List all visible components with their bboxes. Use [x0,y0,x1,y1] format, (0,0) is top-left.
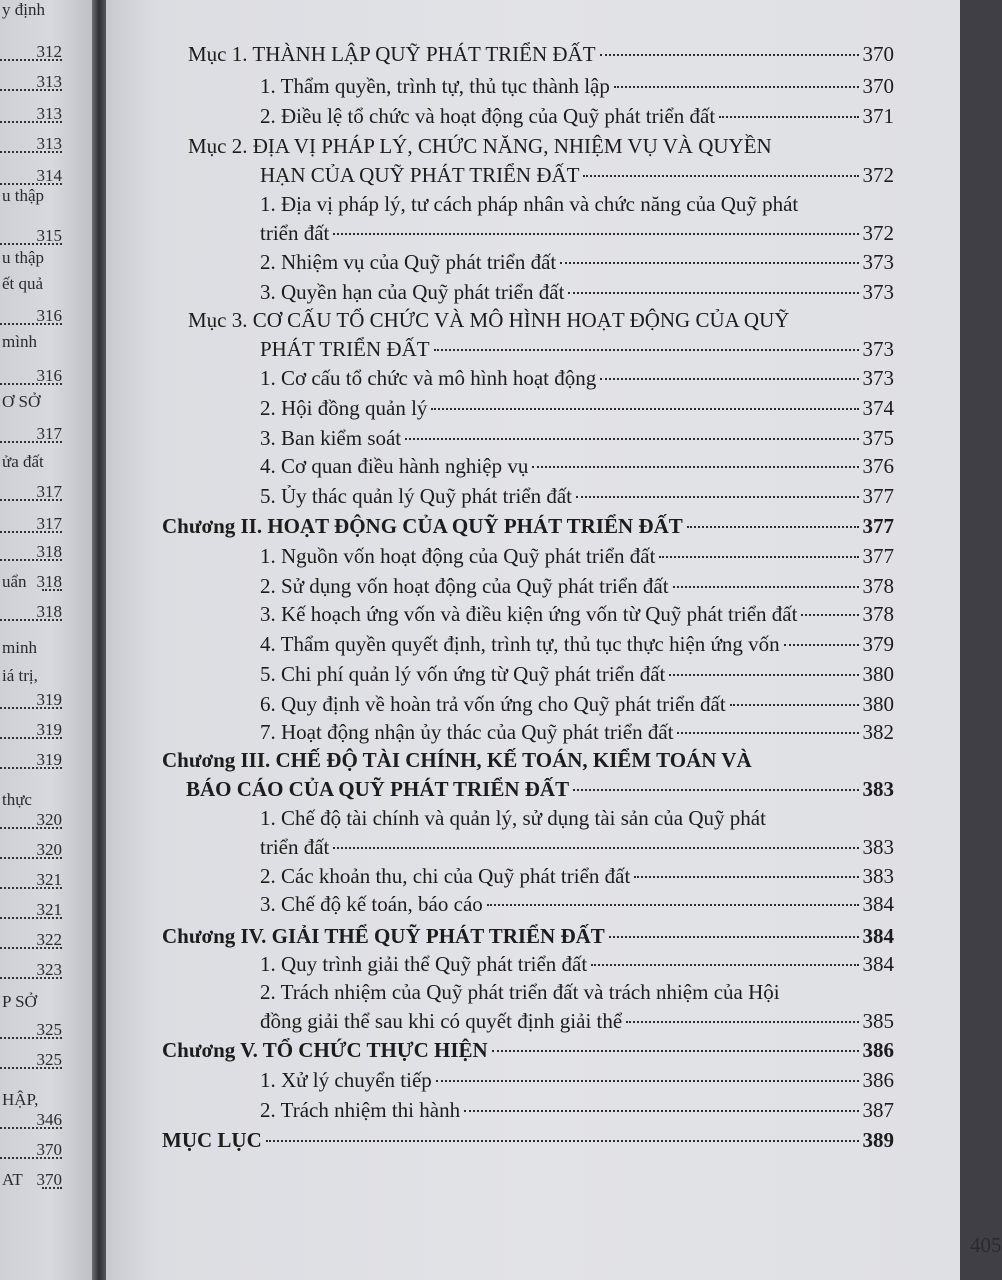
toc-entry-title: 4. Cơ quan điều hành nghiệp vụ [260,454,529,478]
dot-leader [669,674,858,676]
toc-page-number: 371 [862,104,894,128]
left-page-line [0,960,92,986]
toc-entry-line [106,1126,960,1155]
toc-page-number: 386 [862,1068,894,1092]
dot-leader [333,847,858,849]
toc-entry-title: 1. Thẩm quyền, trình tự, thủ tục thành lập [260,74,610,98]
toc-entry-section[interactable] [106,40,960,69]
dot-leader [532,466,858,468]
toc-entry-line [106,1066,960,1095]
left-page-line-text: Ơ SỞ [2,392,41,411]
left-page-line-page: 313 [36,134,62,153]
toc-entry-title: 3. Quyền hạn của Quỹ phát triển đất [260,280,565,304]
left-page-line [0,332,92,358]
toc-entry-title: Mục 1. THÀNH LẬP QUỸ PHÁT TRIỂN ĐẤT [188,42,596,66]
toc-entry-line [106,660,960,689]
toc-entry-title: 2. Trách nhiệm của Quỹ phát triển đất và trách nhiệm của Hội [260,980,780,1004]
toc-page-number: 373 [862,280,894,304]
dot-leader [333,233,858,235]
toc-entry-title: 2. Các khoản thu, chi của Quỹ phát triển đất [260,864,631,888]
left-page-line [0,572,92,598]
dot-leader [677,732,858,734]
toc-entry-line [106,978,960,1007]
left-page-line-text: minh [2,638,37,657]
toc-page-number: 383 [862,777,894,801]
left-page-line-text: thực [2,790,32,809]
dot-leader [591,964,858,966]
toc-entry-title: MỤC LỤC [162,1128,262,1152]
left-page-line [0,542,92,568]
left-page-edge [0,0,92,1280]
toc-page-number: 378 [862,602,894,626]
dot-leader [673,586,859,588]
toc-entry-item[interactable] [106,364,960,393]
dot-leader [573,789,858,791]
dot-leader [436,1080,859,1082]
toc-page-number: 383 [862,864,894,888]
toc-entry-line [106,775,960,804]
left-page-line-text: ết quả [2,274,44,293]
toc-entry-title: 2. Trách nhiệm thi hành [260,1098,461,1122]
left-page-line-page: 313 [36,104,62,123]
toc-entry-item[interactable] [106,1066,960,1095]
toc-entry-item[interactable] [106,190,960,248]
toc-entry-line [106,335,960,364]
left-page-line-page: 370 [36,1140,62,1159]
left-page-line-text: uẩn [2,572,27,591]
toc-entry-item[interactable] [106,718,960,747]
left-page-line [0,306,92,332]
toc-entry-line [106,542,960,571]
toc-entry-title: 3. Ban kiểm soát [260,426,402,450]
toc-entry-item[interactable] [106,572,960,601]
dot-leader [801,614,858,616]
toc-entry-chapter[interactable] [106,746,960,804]
left-page-line-page: 318 [36,572,62,591]
left-page-line-page: 317 [36,482,62,501]
left-page-line-page: 315 [36,226,62,245]
toc-page-number: 383 [862,835,894,859]
dot-leader [730,704,859,706]
toc-entry-line [106,190,960,219]
toc-entry-title: Chương IV. GIẢI THỂ QUỸ PHÁT TRIỂN ĐẤT [162,924,605,948]
left-page-line-page: 318 [36,542,62,561]
dot-leader [583,175,858,177]
toc-entry-line [106,890,960,919]
dot-leader [560,262,858,264]
dot-leader [464,1110,858,1112]
toc-entry-item[interactable] [106,482,960,511]
toc-entry-title: 4. Thẩm quyền quyết định, trình tự, thủ tục thực hiện ứng vốn [260,632,780,656]
toc-entry-title: Mục 3. CƠ CẤU TỔ CHỨC VÀ MÔ HÌNH HOẠT ĐỘNG CỦA QUỸ [188,308,790,332]
dot-leader [626,1021,858,1023]
left-page-line [0,690,92,716]
left-page-line-text: y định [2,0,45,19]
toc-page-number: 372 [862,163,894,187]
toc-page-number: 373 [862,337,894,361]
toc-entry-line [106,862,960,891]
left-page-line [0,248,92,274]
toc-entry-title: 5. Ủy thác quản lý Quỹ phát triển đất [260,484,573,508]
left-page-line-page: 312 [36,42,62,61]
left-page-line [0,72,92,98]
left-page-line-page: 370 [36,1170,62,1189]
left-page-line-page: 325 [36,1020,62,1039]
left-page-line-page: 317 [36,424,62,443]
dot-leader [609,936,859,938]
left-page-line [0,1110,92,1136]
toc-page-number: 385 [862,1009,894,1033]
left-page-line [0,810,92,836]
toc-entry-item[interactable] [106,630,960,659]
toc-page-number: 382 [862,720,894,744]
toc-entry-line [106,306,960,335]
dot-leader [431,408,858,410]
left-page-line [0,720,92,746]
toc-entry-line [106,950,960,979]
left-page-line-text: u thập [2,186,45,205]
dot-leader [487,904,859,906]
left-page-line [0,1140,92,1166]
left-page-line-page: 320 [36,840,62,859]
toc-entry-title: BÁO CÁO CỦA QUỸ PHÁT TRIỂN ĐẤT [186,777,570,801]
toc-page-number: 386 [862,1038,894,1062]
toc-entry-line [106,630,960,659]
toc-entry-title: PHÁT TRIỂN ĐẤT [260,337,430,361]
toc-entry-line [106,40,960,69]
toc-entry-title: 1. Nguồn vốn hoạt động của Quỹ phát triển đất [260,544,656,568]
toc-entry-title: 2. Điều lệ tổ chức và hoạt động của Quỹ phát triển đất [260,104,716,128]
left-page-line-page: 318 [36,602,62,621]
dot-leader [568,292,858,294]
toc-page-number: 389 [862,1128,894,1152]
toc-entry-line [106,424,960,453]
toc-page-number: 370 [862,74,894,98]
toc-entry-line [106,452,960,481]
dot-leader [266,1140,859,1142]
left-page-line-text: iá trị, [2,666,38,685]
left-page-line [0,930,92,956]
toc-page-number: 374 [862,396,894,420]
left-page-line-text: HẬP, [2,1090,39,1109]
toc-entry-title: Chương V. TỔ CHỨC THỰC HIỆN [162,1038,488,1062]
toc-page-number: 384 [862,952,894,976]
toc-entry-item[interactable] [106,278,960,307]
toc-entry-line [106,132,960,161]
toc-entry-line [106,690,960,719]
toc-entry-line [106,718,960,747]
toc-entry-section[interactable] [106,306,960,364]
toc-page-number: 377 [862,544,894,568]
toc-entry-line [106,804,960,833]
left-page-line [0,0,92,26]
toc-entry-title: 1. Xử lý chuyển tiếp [260,1068,432,1092]
dot-leader [784,644,859,646]
toc-page-number: 384 [862,892,894,916]
toc-entry-line [106,1007,960,1036]
left-page-line [0,514,92,540]
toc-page-number: 384 [862,924,894,948]
toc-entry-item[interactable] [106,862,960,891]
toc-page-number: 373 [862,366,894,390]
left-page-line-page: 325 [36,1050,62,1069]
toc-entry-item[interactable] [106,804,960,862]
left-page-line-page: 314 [36,166,62,185]
toc-entry-title: đồng giải thể sau khi có quyết định giải thể [260,1009,623,1033]
toc-entry-line [106,1096,960,1125]
left-page-line-page: 319 [36,750,62,769]
left-page-line-text: ửa đất [2,452,44,471]
left-page-line-page: 321 [36,900,62,919]
left-page-line [0,452,92,478]
toc-entry-line [106,102,960,131]
toc-entry-item[interactable] [106,978,960,1036]
toc-entry-item[interactable] [106,660,960,689]
toc-entry-line [106,922,960,951]
left-page-line-page: 346 [36,1110,62,1129]
left-page-line-page: 316 [36,366,62,385]
left-page-line [0,602,92,628]
dot-leader [659,556,858,558]
left-page-line-page: 317 [36,514,62,533]
toc-entry-line [106,219,960,248]
toc-entry-line [106,746,960,775]
toc-page-number: 375 [862,426,894,450]
toc-entry-chapter[interactable] [106,1036,960,1065]
toc-entry-item[interactable] [106,950,960,979]
left-page-line [0,274,92,300]
left-page-line [0,366,92,392]
toc-entry-chapter[interactable] [106,922,960,951]
left-page-line [0,870,92,896]
dot-leader [687,526,859,528]
left-page-line-text: u thập [2,248,45,267]
left-page-line [0,424,92,450]
toc-entry-line [106,833,960,862]
toc-entry-title: 1. Chế độ tài chính và quản lý, sử dụng tài sản của Quỹ phát [260,806,766,830]
toc-page-number: 380 [862,662,894,686]
left-page-line [0,840,92,866]
left-page-line [0,1020,92,1046]
left-page-line [0,666,92,692]
toc-entry-item[interactable] [106,890,960,919]
toc-page-number: 378 [862,574,894,598]
left-page-line-page: 320 [36,810,62,829]
toc-entry-title: 2. Hội đồng quản lý [260,396,428,420]
toc-entry-title: Chương III. CHẾ ĐỘ TÀI CHÍNH, KẾ TOÁN, KIỂM TOÁN VÀ [162,748,752,772]
dot-leader [600,378,858,380]
toc-entry-section[interactable] [106,132,960,190]
toc-entry-title: 7. Hoạt động nhận ủy thác của Quỹ phát triển đất [260,720,674,744]
toc-entry-title: triển đất [260,221,330,245]
toc-entry-chapter[interactable] [106,512,960,541]
toc-page-number: 380 [862,692,894,716]
left-page-line-text: mình [2,332,37,351]
toc-entry-item[interactable] [106,600,960,629]
toc-entry-title: 1. Quy trình giải thể Quỹ phát triển đất [260,952,588,976]
toc-page-number: 373 [862,250,894,274]
toc-entry-title: 2. Nhiệm vụ của Quỹ phát triển đất [260,250,557,274]
toc-entry-item[interactable] [106,1096,960,1125]
dot-leader [434,349,859,351]
toc-entry-title: 1. Cơ cấu tổ chức và mô hình hoạt động [260,366,597,390]
toc-entry-title: 1. Địa vị pháp lý, tư cách pháp nhân và chức năng của Quỹ phát [260,192,799,216]
left-page-line-page: 319 [36,690,62,709]
dot-leader [600,54,859,56]
page-number: 405 [970,1233,1002,1257]
dot-leader [614,86,859,88]
toc-entry-title: Mục 2. ĐỊA VỊ PHÁP LÝ, CHỨC NĂNG, NHIỆM VỤ VÀ QUYỀN [188,134,772,158]
toc-page-number: 372 [862,221,894,245]
toc-page-number: 377 [862,484,894,508]
toc-page-number: 377 [862,514,894,538]
toc-entry-title: 3. Chế độ kế toán, báo cáo [260,892,483,916]
left-page-line [0,1170,92,1196]
left-page-line [0,134,92,160]
toc-entry-line [106,72,960,101]
left-page-line [0,186,92,212]
left-page-line [0,992,92,1018]
toc-entry-item[interactable] [106,72,960,101]
toc-entry-title: triển đất [260,835,330,859]
left-page-line-page: 319 [36,720,62,739]
toc-entry-line [106,1036,960,1065]
left-page-line [0,750,92,776]
left-page-line [0,638,92,664]
toc-page [106,0,1002,1280]
toc-entry-line [106,278,960,307]
toc-entry-line [106,364,960,393]
toc-page-number: 376 [862,454,894,478]
toc-entry-line [106,482,960,511]
left-page-line [0,482,92,508]
left-page-line-page: 322 [36,930,62,949]
toc-entry-chapter[interactable] [106,1126,960,1155]
toc-entry-item[interactable] [106,102,960,131]
left-page-line-page: 321 [36,870,62,889]
left-page-line-text: P SỞ [2,992,37,1011]
toc-entry-item[interactable] [106,542,960,571]
toc-entry-title: Chương II. HOẠT ĐỘNG CỦA QUỸ PHÁT TRIỂN ĐẤT [162,514,683,538]
left-page-line-page: 323 [36,960,62,979]
toc-entry-item[interactable] [106,394,960,423]
toc-page-number: 370 [862,42,894,66]
toc-entry-line [106,512,960,541]
toc-page-number: 379 [862,632,894,656]
toc-entry-title: 3. Kế hoạch ứng vốn và điều kiện ứng vốn từ Quỹ phát triển đất [260,602,798,626]
left-page-line [0,42,92,68]
toc-entry-title: 2. Sử dụng vốn hoạt động của Quỹ phát triển đất [260,574,669,598]
left-page-line [0,104,92,130]
book-gutter [92,0,106,1280]
toc-entry-item[interactable] [106,248,960,277]
toc-entry-title: 5. Chi phí quản lý vốn ứng từ Quỹ phát triển đất [260,662,666,686]
toc-entry-line [106,572,960,601]
toc-entry-line [106,600,960,629]
left-page-line-page: 316 [36,306,62,325]
toc-entry-title: HẠN CỦA QUỸ PHÁT TRIỂN ĐẤT [260,163,580,187]
left-page-line [0,1050,92,1076]
left-page-line [0,392,92,418]
toc-page-number: 387 [862,1098,894,1122]
toc-entry-title: 6. Quy định về hoàn trả vốn ứng cho Quỹ phát triển đất [260,692,726,716]
dot-leader [576,496,858,498]
left-page-line-page: 313 [36,72,62,91]
toc-entry-line [106,161,960,190]
dot-leader [492,1050,859,1052]
toc-entry-line [106,248,960,277]
toc-entry-item[interactable] [106,452,960,481]
dot-leader [719,116,858,118]
left-page-line [0,900,92,926]
toc-entry-line [106,394,960,423]
left-page-line-text: AT [2,1170,23,1189]
toc-entry-item[interactable] [106,690,960,719]
toc-entry-item[interactable] [106,424,960,453]
dot-leader [405,438,858,440]
dot-leader [634,876,858,878]
